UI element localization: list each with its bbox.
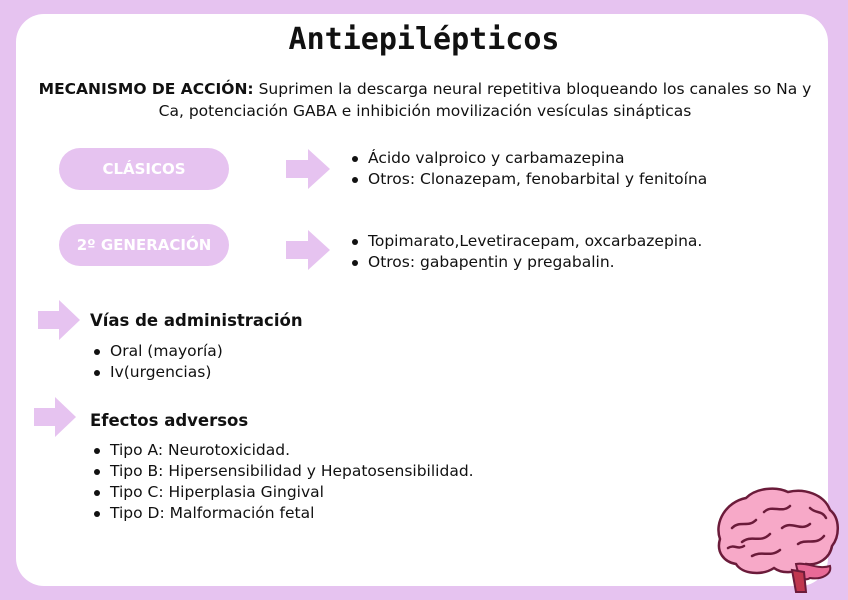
page-title: Antiepilépticos [288, 22, 560, 57]
arrow-right-icon [34, 397, 76, 437]
list-item: Tipo D: Malformación fetal [92, 503, 474, 524]
list-item: Oral (mayoría) [92, 341, 223, 362]
administration-list [92, 341, 223, 383]
pill-2-generacion: 2º GENERACIÓN [59, 224, 229, 266]
arrow-right-icon [286, 230, 330, 270]
arrow-right-icon [286, 149, 330, 189]
list-item: Tipo C: Hiperplasia Gingival [92, 482, 474, 503]
arrow-right-icon [38, 300, 80, 340]
list-item: Otros: gabapentin y pregabalin. [350, 252, 702, 273]
list-item: Ácido valproico y carbamazepina [350, 148, 707, 169]
generacion-list [350, 231, 702, 273]
list-item: Otros: Clonazepam, fenobarbital y fenitoína [350, 169, 707, 190]
brain-icon [712, 484, 842, 596]
adverse-list [92, 440, 474, 524]
mechanism-text: Suprimen la descarga neural repetitiva bloqueando los canales so Na y Ca, potenciación GABA e inhibición movilización vesículas sinápticas [158, 80, 812, 120]
pill-clasicos: CLÁSICOS [59, 148, 229, 190]
clasicos-list [350, 148, 707, 190]
administration-heading: Vías de administración [90, 311, 303, 330]
list-item: Iv(urgencias) [92, 362, 223, 383]
mechanism-paragraph [30, 78, 820, 122]
mechanism-label: MECANISMO DE ACCIÓN: [38, 80, 254, 98]
list-item: Tipo A: Neurotoxicidad. [92, 440, 474, 461]
adverse-heading: Efectos adversos [90, 411, 249, 430]
list-item: Topimarato,Levetiracepam, oxcarbazepina. [350, 231, 702, 252]
list-item: Tipo B: Hipersensibilidad y Hepatosensibilidad. [92, 461, 474, 482]
